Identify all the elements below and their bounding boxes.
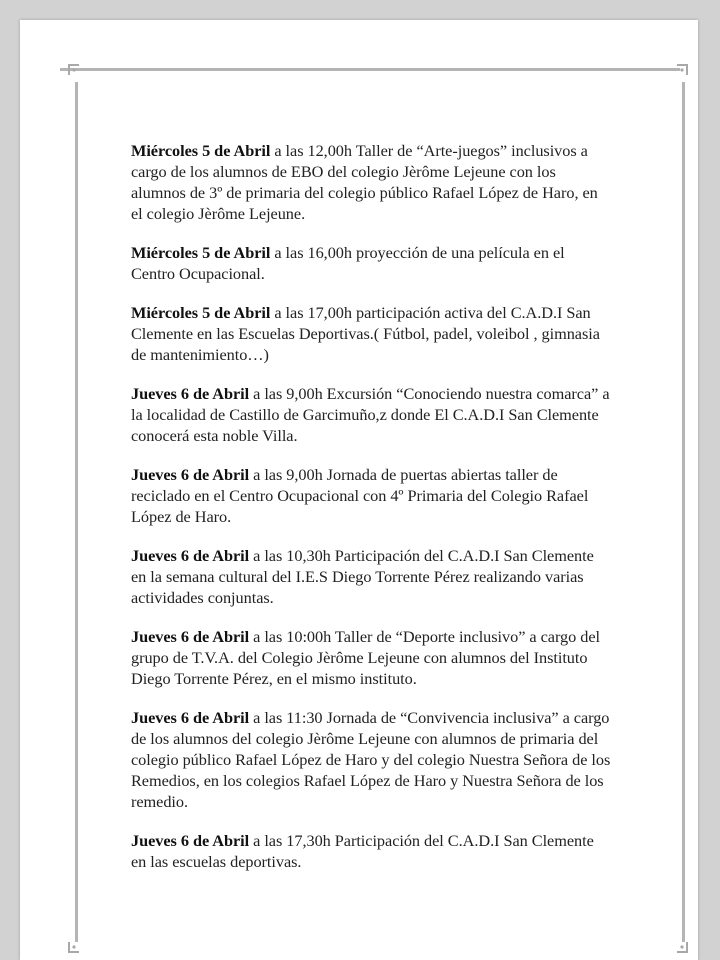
event-item — [131, 464, 611, 527]
event-date: Miércoles 5 de Abril — [131, 141, 271, 160]
event-date: Miércoles 5 de Abril — [131, 243, 271, 262]
event-item — [131, 545, 611, 608]
corner-ornament-bottom-right — [675, 940, 689, 954]
event-item — [131, 302, 611, 365]
frame-border-top — [60, 68, 680, 71]
event-description: a las 9,00h Jornada de puertas abiertas taller de reciclado en el Centro Ocupacional con 4º Primaria del Colegio Rafael López de Haro. — [131, 465, 589, 526]
event-date: Jueves 6 de Abril — [131, 546, 250, 565]
event-item — [131, 383, 611, 446]
event-date: Miércoles 5 de Abril — [131, 303, 271, 322]
event-date: Jueves 6 de Abril — [131, 708, 250, 727]
event-item — [131, 140, 611, 224]
frame-border-left — [75, 82, 78, 942]
event-description: a las 12,00h Taller de “Arte-juegos” inclusivos a cargo de los alumnos de EBO del colegio Jèrôme Lejeune con los alumnos de 3º de primaria del colegio público Rafael López de Haro, en el colegio Jèrôme Lejeune. — [131, 141, 598, 223]
event-date: Jueves 6 de Abril — [131, 627, 250, 646]
event-description: a las 9,00h Excursión “Conociendo nuestra comarca” a la localidad de Castillo de Garcimuño,z donde El C.A.D.I San Clemente conocerá esta noble Villa. — [131, 384, 610, 445]
corner-ornament-bottom-left — [67, 940, 81, 954]
event-list — [131, 140, 611, 890]
event-item — [131, 242, 611, 284]
event-description: a las 10:00h Taller de “Deporte inclusivo” a cargo del grupo de T.V.A. del Colegio Jèrôme Lejeune con alumnos del Instituto Diego Torrente Pérez, en el mismo instituto. — [131, 627, 600, 688]
frame-border-right — [682, 82, 685, 942]
event-description: a las 11:30 Jornada de “Convivencia inclusiva” a cargo de los alumnos del colegio Jèrôme Lejeune con alumnos de primaria del colegio público Rafael López de Haro y del colegio Nuestra Señora de los Remedios, en los colegios Rafael López de Haro y Nuestra Señora de los remedio. — [131, 708, 611, 811]
event-description: a las 17,00h participación activa del C.A.D.I San Clemente en las Escuelas Deportivas.( Fútbol, padel, voleibol , gimnasia de mantenimiento…) — [131, 303, 600, 364]
event-description: a las 17,30h Participación del C.A.D.I San Clemente en las escuelas deportivas. — [131, 831, 594, 871]
event-date: Jueves 6 de Abril — [131, 831, 250, 850]
event-item — [131, 707, 611, 812]
event-item — [131, 626, 611, 689]
event-description: a las 16,00h proyección de una película en el Centro Ocupacional. — [131, 243, 565, 283]
event-date: Jueves 6 de Abril — [131, 465, 250, 484]
corner-ornament-top-right — [675, 63, 689, 77]
event-description: a las 10,30h Participación del C.A.D.I San Clemente en la semana cultural del I.E.S Diego Torrente Pérez realizando varias actividades conjuntas. — [131, 546, 594, 607]
event-item — [131, 830, 611, 872]
event-date: Jueves 6 de Abril — [131, 384, 250, 403]
corner-ornament-top-left — [67, 63, 81, 77]
